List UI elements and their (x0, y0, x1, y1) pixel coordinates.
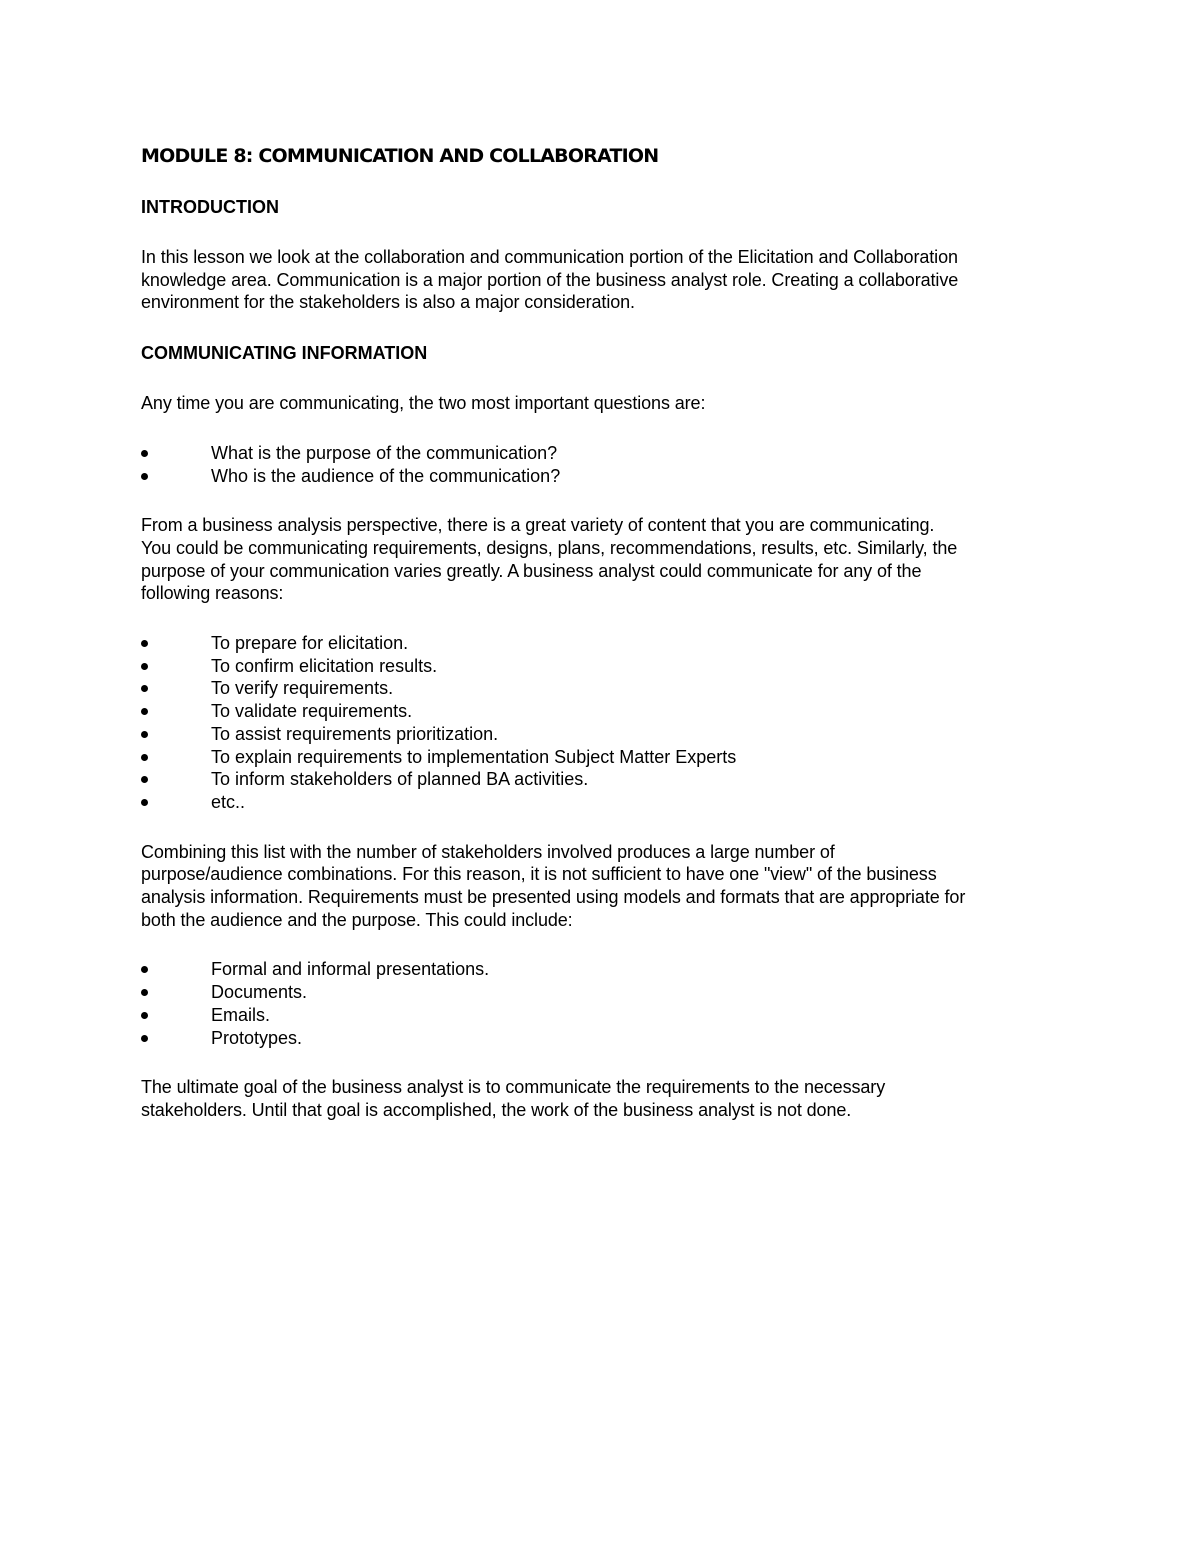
list-item (141, 465, 1061, 488)
content-variety-paragraph: From a business analysis perspective, there is a great variety of content that you are communicating. You could be communicating requirements, designs, plans, recommendations, results, etc. Similarly, the purpose of your communication varies greatly. A business analyst could communicate for any of the following reasons: (141, 515, 958, 604)
bullet-icon (141, 776, 148, 783)
combining-paragraph: Combining this list with the number of stakeholders involved produces a large number of purpose/audience combinations. For this reason, it is not sufficient to have one "view" of the business analysis information. Requirements must be presented using models and formats that are appropriate for both the audience and the purpose. This could include: (141, 841, 966, 930)
list-item-text: To prepare for elicitation. (211, 633, 409, 654)
list-item (141, 958, 1061, 981)
list-item (141, 632, 1061, 655)
document-body (141, 141, 1061, 1149)
bullet-icon (141, 685, 148, 692)
communicating-information-heading: COMMUNICATING INFORMATION (141, 343, 428, 364)
key-questions-lead-paragraph: Any time you are communicating, the two most important questions are: (141, 393, 706, 414)
list-item-text: Prototypes. (211, 1027, 303, 1048)
list-item-text: To explain requirements to implementation Subject Matter Experts (211, 746, 737, 767)
list-item (141, 442, 1061, 465)
module-title: MODULE 8: COMMUNICATION AND COLLABORATION (141, 145, 659, 167)
bullet-icon (141, 640, 148, 647)
list-item-text: Emails. (211, 1004, 271, 1025)
bullet-icon (141, 708, 148, 715)
bullet-icon (141, 989, 148, 996)
list-item (141, 981, 1061, 1004)
list-item-text: Formal and informal presentations. (211, 959, 490, 980)
list-item (141, 655, 1061, 678)
key-questions-list (141, 442, 1061, 487)
bullet-icon (141, 966, 148, 973)
list-item-text: To validate requirements. (211, 701, 413, 722)
introduction-paragraph: In this lesson we look at the collaboration and communication portion of the Elicitation and Collaboration knowledge area. Communication is a major portion of the business analyst role. Creating a collaborative environment for the stakeholders is also a major consideration. (141, 247, 959, 313)
bullet-icon (141, 731, 148, 738)
list-item (141, 1004, 1061, 1027)
bullet-icon (141, 450, 148, 457)
closing-paragraph: The ultimate goal of the business analyst is to communicate the requirements to the necessary stakeholders. Until that goal is accomplished, the work of the business analyst is not done. (141, 1077, 886, 1120)
list-item (141, 746, 1061, 769)
list-item-text: To verify requirements. (211, 678, 394, 699)
bullet-icon (141, 754, 148, 761)
bullet-icon (141, 1012, 148, 1019)
list-item (141, 723, 1061, 746)
list-item (141, 791, 1061, 814)
list-item-text: What is the purpose of the communication? (211, 442, 558, 463)
list-item-text: Who is the audience of the communication? (211, 465, 561, 486)
bullet-icon (141, 1035, 148, 1042)
bullet-icon (141, 663, 148, 670)
bullet-icon (141, 473, 148, 480)
introduction-heading: INTRODUCTION (141, 197, 279, 217)
list-item (141, 768, 1061, 791)
list-item (141, 677, 1061, 700)
bullet-icon (141, 799, 148, 806)
list-item-text: Documents. (211, 982, 308, 1003)
list-item-text: To inform stakeholders of planned BA activities. (211, 769, 589, 790)
list-item-text: To confirm elicitation results. (211, 655, 438, 676)
list-item (141, 700, 1061, 723)
communication-reasons-list (141, 632, 1061, 814)
list-item (141, 1027, 1061, 1050)
list-item-text: To assist requirements prioritization. (211, 723, 499, 744)
list-item-text: etc.. (211, 791, 246, 812)
presentation-formats-list (141, 958, 1061, 1049)
